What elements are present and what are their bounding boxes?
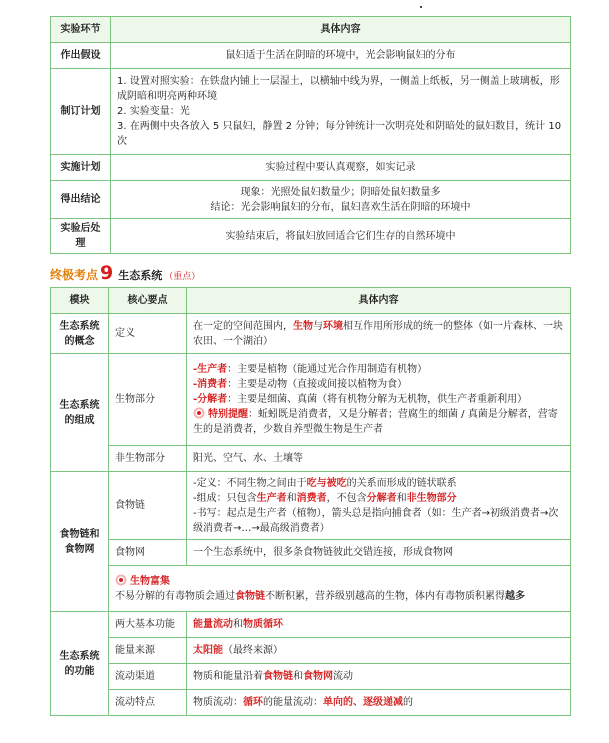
text: 和 (396, 492, 407, 504)
module-function: 生态系统的功能 (51, 612, 109, 716)
hl-decomposer: 分解者 (366, 492, 397, 504)
biotic-content (187, 354, 571, 446)
point-channel: 流动渠道 (109, 664, 187, 690)
source-content (187, 638, 571, 664)
tip-text: ：蚯蚓既是消费者，又是分解者；营腐生的细菌 / 真菌是分解者，营寄生的是消费者，少数自养型微生物是生产者 (193, 409, 558, 435)
point-food-chain: 食物链 (109, 472, 187, 540)
abiotic-content: 阳光、空气、水、土壤等 (187, 446, 571, 472)
row-content-implement: 实验过程中要认真观察，如实记录 (111, 155, 571, 181)
section-tag: （重点） (164, 272, 201, 282)
header-content: 具体内容 (111, 17, 571, 43)
point-trait: 流动特点 (109, 690, 187, 716)
hl-matter-cycle: 物质循环 (243, 619, 283, 630)
row-label-plan: 制订计划 (51, 69, 111, 155)
hl-solar: 太阳能 (193, 645, 223, 656)
channel-content (187, 664, 571, 690)
hl-oneway: 单向的、逐级递减 (323, 697, 403, 708)
decomposer-label: -分解者 (193, 394, 228, 405)
producer-text: ：主要是植物（能通过光合作用制造有机物） (227, 364, 428, 375)
plan-line-3: 3. 在两侧中央各放入 5 只鼠妇，静置 2 分钟；每分钟统计一次明亮处和阴暗处的鼠妇数目，统计 10 次 (117, 121, 562, 147)
target-icon (115, 574, 127, 586)
text: 和 (233, 619, 243, 630)
target-icon (193, 407, 205, 419)
section-prefix: 终极考点 (50, 268, 99, 282)
row-content-plan (111, 69, 571, 155)
speck (420, 6, 422, 8)
chain-comp-line (193, 491, 564, 506)
text: ，不包含 (326, 492, 367, 504)
module-composition: 生态系统的组成 (51, 354, 109, 472)
point-abiotic: 非生物部分 (109, 446, 187, 472)
consumer-label: -消费者 (193, 379, 228, 390)
point-basic: 两大基本功能 (109, 612, 187, 638)
header-point: 核心要点 (109, 288, 187, 314)
text: 的关系而形成的链状联系 (346, 477, 457, 489)
point-food-web: 食物网 (109, 540, 187, 566)
text: 不易分解的有毒物质会通过 (115, 590, 235, 602)
experiment-table (50, 16, 571, 254)
row-label-after: 实验后处理 (51, 219, 111, 254)
hl-producer: 生产者 (256, 492, 287, 504)
hl-environment: 环境 (323, 320, 343, 332)
row-label-hypothesis: 作出假设 (51, 43, 111, 69)
bioaccumulation-content (109, 566, 571, 612)
hl-organism: 生物 (293, 320, 313, 332)
text: 物质和能量沿着 (193, 671, 263, 682)
concept-content (187, 314, 571, 354)
section-number: 9 (100, 262, 114, 284)
hl-cycle: 循环 (243, 697, 263, 708)
producer-line (193, 362, 564, 377)
text: 不断积累，营养级别越高的生物，体内有毒物质积累得 (265, 590, 505, 602)
plan-line-1: 1. 设置对照实验：在铁盘内铺上一层湿土，以横轴中线为界，一侧盖上纸板，另一侧盖上玻璃板，形成阴暗和明亮两种环境 (117, 76, 560, 102)
food-web-content: 一个生态系统中，很多条食物链彼此交错连接，形成食物网 (187, 540, 571, 566)
tip-label: 特别提醒 (208, 409, 248, 420)
section-heading (50, 264, 200, 282)
consumer-text: ：主要是动物（直接或间接以植物为食） (227, 379, 408, 390)
text: 和 (293, 671, 303, 682)
bio-title: 生物富集 (130, 575, 170, 587)
point-definition: 定义 (109, 314, 187, 354)
producer-label: -生产者 (193, 364, 228, 375)
row-content-hypothesis: 鼠妇适于生活在阴暗的环境中，光会影响鼠妇的分布 (111, 43, 571, 69)
hl-consumer: 消费者 (296, 492, 327, 504)
text: 在一定的空间范围内， (193, 320, 293, 332)
point-biotic: 生物部分 (109, 354, 187, 446)
module-concept: 生态系统的概念 (51, 314, 109, 354)
hl-web: 食物网 (303, 671, 333, 682)
hl-chain: 食物链 (263, 671, 293, 682)
hl-energy-flow: 能量流动 (193, 619, 233, 630)
tip-line (193, 407, 564, 437)
header-detail: 具体内容 (187, 288, 571, 314)
header-stage: 实验环节 (51, 17, 111, 43)
decomposer-line (193, 392, 564, 407)
conclusion-phenomenon: 现象：光照处鼠妇数量少；阴暗处鼠妇数量多 (240, 186, 441, 198)
text: 和 (286, 492, 297, 504)
bio-text-line (115, 589, 564, 604)
consumer-line (193, 377, 564, 392)
header-module: 模块 (51, 288, 109, 314)
text: 的 (403, 697, 413, 708)
basic-content (187, 612, 571, 638)
chain-def-line (193, 476, 564, 491)
text: -组成：只包含 (193, 492, 257, 504)
row-content-after: 实验结束后，将鼠妇放回适合它们生存的自然环境中 (111, 219, 571, 254)
text: 相互作用所形成的统一的整体（如一片森林、一块农田、一个湖泊） (193, 320, 563, 347)
text: 流动 (333, 671, 353, 682)
food-chain-content (187, 472, 571, 540)
hl-abiotic: 非生物部分 (406, 492, 457, 504)
plan-line-2: 2. 实验变量：光 (117, 106, 190, 117)
row-content-conclusion (111, 181, 571, 219)
text: （最终来源） (223, 645, 283, 656)
row-label-conclusion: 得出结论 (51, 181, 111, 219)
conclusion-result: 结论：光会影响鼠妇的分布，鼠妇喜欢生活在阴暗的环境中 (210, 201, 471, 213)
ecosystem-table (50, 287, 571, 716)
text: 的能量流动： (263, 697, 323, 708)
hl-eat: 吃与被吃 (306, 477, 347, 489)
hl-more: 越多 (505, 590, 525, 602)
text: 物质流动： (193, 697, 243, 708)
section-title: 生态系统 (118, 269, 163, 282)
decomposer-text: ：主要是细菌、真菌（将有机物分解为无机物，供生产者重新利用） (227, 394, 528, 405)
trait-content (187, 690, 571, 716)
row-label-implement: 实施计划 (51, 155, 111, 181)
bio-title-line (115, 574, 564, 589)
hl-food-chain: 食物链 (235, 590, 265, 602)
point-source: 能量来源 (109, 638, 187, 664)
text: -定义：不同生物之间由于 (193, 477, 307, 489)
module-chain: 食物链和食物网 (51, 472, 109, 612)
chain-write-line: -书写：起点是生产者（植物），箭头总是指向捕食者（如：生产者→初级消费者→次级消费者→…→最高级消费者） (193, 507, 559, 534)
text: 与 (313, 320, 323, 332)
